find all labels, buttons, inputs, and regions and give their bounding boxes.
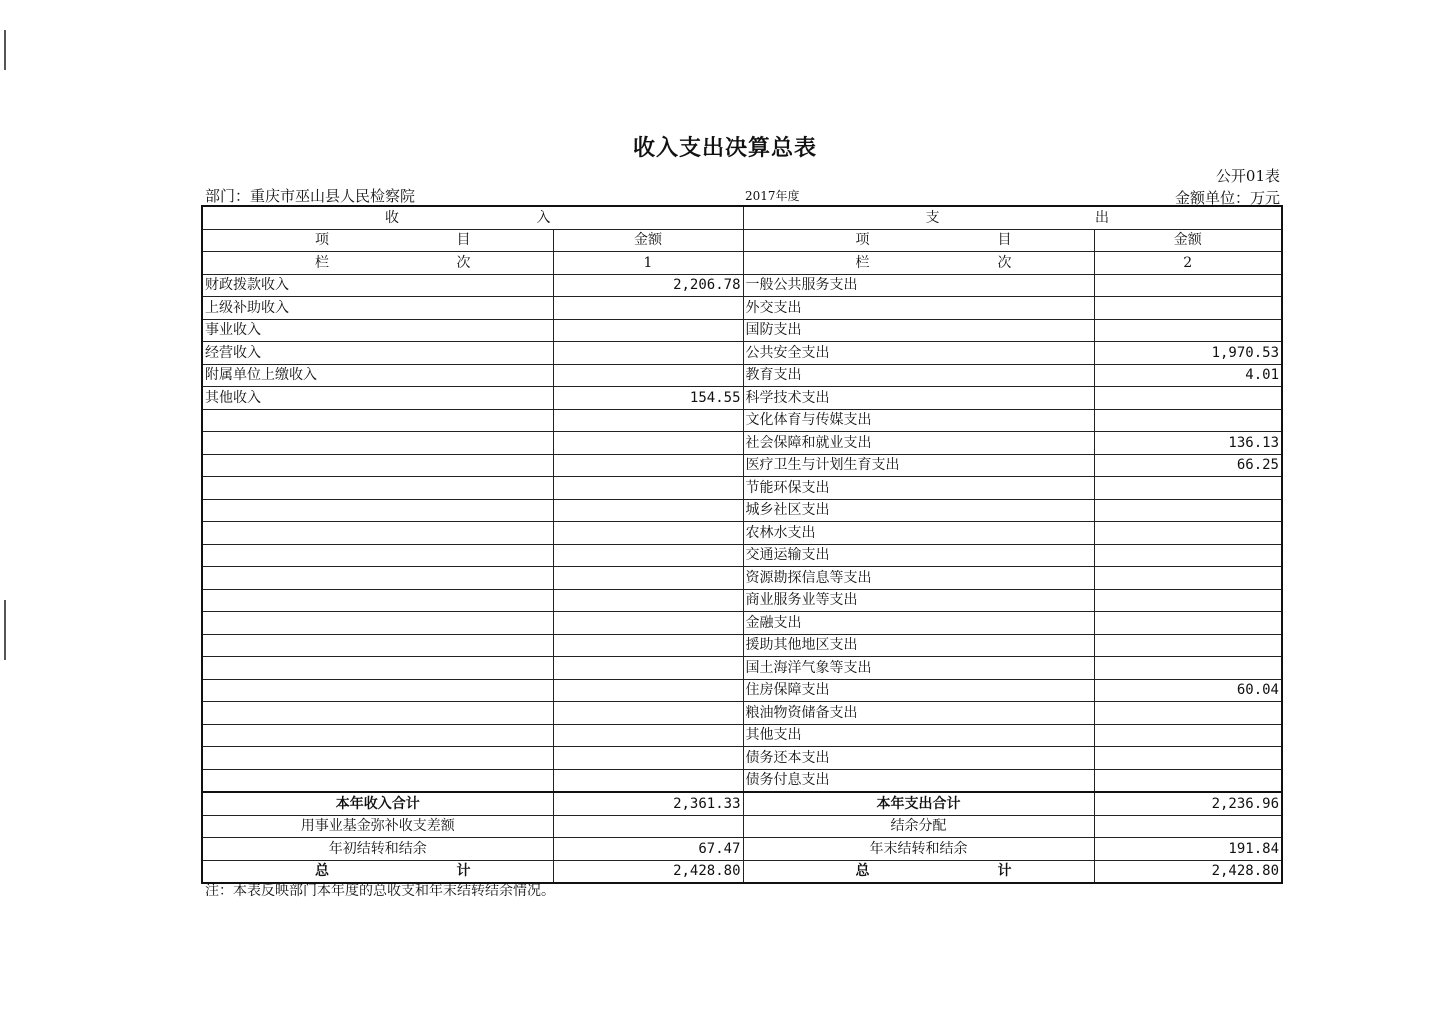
income-amount-cell: 154.55 xyxy=(553,387,743,410)
expense-amount-cell xyxy=(1094,499,1282,522)
section-header-row xyxy=(202,206,1282,229)
table-row xyxy=(202,297,1282,320)
table-row xyxy=(202,342,1282,365)
income-item-cell xyxy=(202,454,553,477)
income-amount-cell xyxy=(553,499,743,522)
table-row xyxy=(202,567,1282,590)
expense-amount-cell xyxy=(1094,702,1282,725)
distribution-label: 结余分配 xyxy=(743,815,1094,838)
income-amount-cell: 2,206.78 xyxy=(553,274,743,297)
expense-item-cell: 援助其他地区支出 xyxy=(743,634,1094,657)
table-body xyxy=(202,206,1282,792)
expense-item-cell: 社会保障和就业支出 xyxy=(743,432,1094,455)
expense-amount-cell xyxy=(1094,769,1282,792)
expense-amount-cell: 136.13 xyxy=(1094,432,1282,455)
expense-amount-cell xyxy=(1094,657,1282,680)
income-column-label: 栏 次 xyxy=(202,252,553,275)
expense-item-cell: 外交支出 xyxy=(743,297,1094,320)
income-amount-cell xyxy=(553,454,743,477)
income-amount-cell xyxy=(553,522,743,545)
expense-amount-cell xyxy=(1094,747,1282,770)
expense-amount-cell: 1,970.53 xyxy=(1094,342,1282,365)
expense-amount-cell xyxy=(1094,522,1282,545)
expense-amount-cell xyxy=(1094,612,1282,635)
expense-amount-cell xyxy=(1094,589,1282,612)
end-balance-value: 191.84 xyxy=(1094,838,1282,861)
income-amount-cell xyxy=(553,477,743,500)
grand-total-expense-label: 总 计 xyxy=(743,860,1094,883)
expense-total-value: 2,236.96 xyxy=(1094,792,1282,815)
end-balance-label: 年末结转和结余 xyxy=(743,838,1094,861)
expense-item-cell: 教育支出 xyxy=(743,364,1094,387)
fund-row xyxy=(202,815,1282,838)
table-row xyxy=(202,409,1282,432)
expense-item-cell: 住房保障支出 xyxy=(743,679,1094,702)
table-row xyxy=(202,319,1282,342)
expense-amount-cell: 4.01 xyxy=(1094,364,1282,387)
expense-amount-cell xyxy=(1094,544,1282,567)
expense-item-cell: 公共安全支出 xyxy=(743,342,1094,365)
table-row xyxy=(202,769,1282,792)
income-item-cell xyxy=(202,522,553,545)
income-amount-cell xyxy=(553,769,743,792)
income-amount-cell xyxy=(553,634,743,657)
income-item-cell xyxy=(202,432,553,455)
expense-item-cell: 一般公共服务支出 xyxy=(743,274,1094,297)
income-amount-header: 金额 xyxy=(553,229,743,252)
income-amount-cell xyxy=(553,409,743,432)
income-amount-cell xyxy=(553,432,743,455)
table-row xyxy=(202,499,1282,522)
expense-amount-cell xyxy=(1094,634,1282,657)
income-item-cell: 事业收入 xyxy=(202,319,553,342)
expense-amount-cell xyxy=(1094,297,1282,320)
income-column-number: 1 xyxy=(553,252,743,275)
expense-item-cell: 其他支出 xyxy=(743,724,1094,747)
table-row xyxy=(202,387,1282,410)
expense-item-header: 项 目 xyxy=(743,229,1094,252)
expense-item-cell: 债务付息支出 xyxy=(743,769,1094,792)
income-amount-cell xyxy=(553,657,743,680)
income-item-cell xyxy=(202,702,553,725)
table-row xyxy=(202,454,1282,477)
income-total-value: 2,361.33 xyxy=(553,792,743,815)
table-row xyxy=(202,589,1282,612)
income-item-cell xyxy=(202,634,553,657)
department-label: 部门：重庆市巫山县人民检察院 xyxy=(205,187,416,205)
income-amount-cell xyxy=(553,319,743,342)
grand-total-income: 2,428.80 xyxy=(553,860,743,883)
table-row xyxy=(202,274,1282,297)
table-row xyxy=(202,612,1282,635)
grand-total-income-label: 总 计 xyxy=(202,860,553,883)
expense-item-cell: 城乡社区支出 xyxy=(743,499,1094,522)
income-item-cell xyxy=(202,724,553,747)
income-amount-cell xyxy=(553,612,743,635)
expense-item-cell: 文化体育与传媒支出 xyxy=(743,409,1094,432)
expense-amount-cell: 66.25 xyxy=(1094,454,1282,477)
income-expense-table xyxy=(201,205,1283,884)
table-row xyxy=(202,747,1282,770)
income-amount-cell xyxy=(553,702,743,725)
amount-unit: 金额单位：万元 xyxy=(1174,189,1280,207)
expense-item-cell: 国防支出 xyxy=(743,319,1094,342)
income-amount-cell xyxy=(553,589,743,612)
income-amount-cell xyxy=(553,679,743,702)
expense-amount-cell xyxy=(1094,387,1282,410)
table-row xyxy=(202,477,1282,500)
table-row xyxy=(202,522,1282,545)
income-amount-cell xyxy=(553,544,743,567)
income-item-cell xyxy=(202,567,553,590)
expense-section-header: 支 出 xyxy=(743,206,1282,229)
income-amount-cell xyxy=(553,724,743,747)
form-number: 公开01表 xyxy=(1215,167,1280,185)
expense-item-cell: 金融支出 xyxy=(743,612,1094,635)
expense-amount-cell xyxy=(1094,724,1282,747)
expense-item-cell: 国土海洋气象等支出 xyxy=(743,657,1094,680)
footnote: 注：本表反映部门本年度的总收支和年末结转结余情况。 xyxy=(205,883,555,899)
expense-amount-cell xyxy=(1094,319,1282,342)
balance-row xyxy=(202,838,1282,861)
annual-total-row xyxy=(202,792,1282,815)
scan-edge-mark xyxy=(4,30,6,70)
income-amount-cell xyxy=(553,567,743,590)
expense-column-number: 2 xyxy=(1094,252,1282,275)
scan-edge-mark xyxy=(4,600,6,660)
expense-item-cell: 商业服务业等支出 xyxy=(743,589,1094,612)
expense-item-cell: 农林水支出 xyxy=(743,522,1094,545)
income-item-cell xyxy=(202,679,553,702)
expense-item-cell: 科学技术支出 xyxy=(743,387,1094,410)
table-row xyxy=(202,702,1282,725)
summary-body xyxy=(202,792,1282,883)
income-item-cell: 附属单位上缴收入 xyxy=(202,364,553,387)
table-row xyxy=(202,679,1282,702)
expense-column-label: 栏 次 xyxy=(743,252,1094,275)
column-header-row xyxy=(202,229,1282,252)
income-amount-cell xyxy=(553,747,743,770)
income-total-label: 本年收入合计 xyxy=(202,792,553,815)
expense-item-cell: 医疗卫生与计划生育支出 xyxy=(743,454,1094,477)
income-item-cell xyxy=(202,612,553,635)
table-row xyxy=(202,657,1282,680)
income-item-cell xyxy=(202,589,553,612)
income-item-cell xyxy=(202,657,553,680)
expense-item-cell: 粮油物资储备支出 xyxy=(743,702,1094,725)
income-item-cell xyxy=(202,769,553,792)
grand-total-expense: 2,428.80 xyxy=(1094,860,1282,883)
fiscal-year: 2017年度 xyxy=(745,189,800,203)
income-item-cell xyxy=(202,747,553,770)
expense-total-label: 本年支出合计 xyxy=(743,792,1094,815)
income-item-header: 项 目 xyxy=(202,229,553,252)
income-item-cell xyxy=(202,477,553,500)
table-row xyxy=(202,544,1282,567)
expense-item-cell: 资源勘探信息等支出 xyxy=(743,567,1094,590)
page-title: 收入支出决算总表 xyxy=(632,136,817,161)
fund-label: 用事业基金弥补收支差额 xyxy=(202,815,553,838)
expense-amount-cell xyxy=(1094,409,1282,432)
expense-amount-cell xyxy=(1094,477,1282,500)
distribution-amount xyxy=(1094,815,1282,838)
income-item-cell xyxy=(202,499,553,522)
income-item-cell xyxy=(202,544,553,567)
expense-amount-cell: 60.04 xyxy=(1094,679,1282,702)
fund-amount xyxy=(553,815,743,838)
income-item-cell: 其他收入 xyxy=(202,387,553,410)
income-item-cell: 财政拨款收入 xyxy=(202,274,553,297)
table-row xyxy=(202,432,1282,455)
column-number-row xyxy=(202,252,1282,275)
expense-amount-header: 金额 xyxy=(1094,229,1282,252)
income-amount-cell xyxy=(553,297,743,320)
table-row xyxy=(202,634,1282,657)
expense-item-cell: 债务还本支出 xyxy=(743,747,1094,770)
table-row xyxy=(202,724,1282,747)
expense-item-cell: 节能环保支出 xyxy=(743,477,1094,500)
expense-amount-cell xyxy=(1094,274,1282,297)
expense-amount-cell xyxy=(1094,567,1282,590)
income-amount-cell xyxy=(553,342,743,365)
begin-balance-value: 67.47 xyxy=(553,838,743,861)
income-item-cell: 经营收入 xyxy=(202,342,553,365)
income-item-cell: 上级补助收入 xyxy=(202,297,553,320)
table-row xyxy=(202,364,1282,387)
income-amount-cell xyxy=(553,364,743,387)
begin-balance-label: 年初结转和结余 xyxy=(202,838,553,861)
income-section-header: 收 入 xyxy=(202,206,743,229)
expense-item-cell: 交通运输支出 xyxy=(743,544,1094,567)
income-item-cell xyxy=(202,409,553,432)
